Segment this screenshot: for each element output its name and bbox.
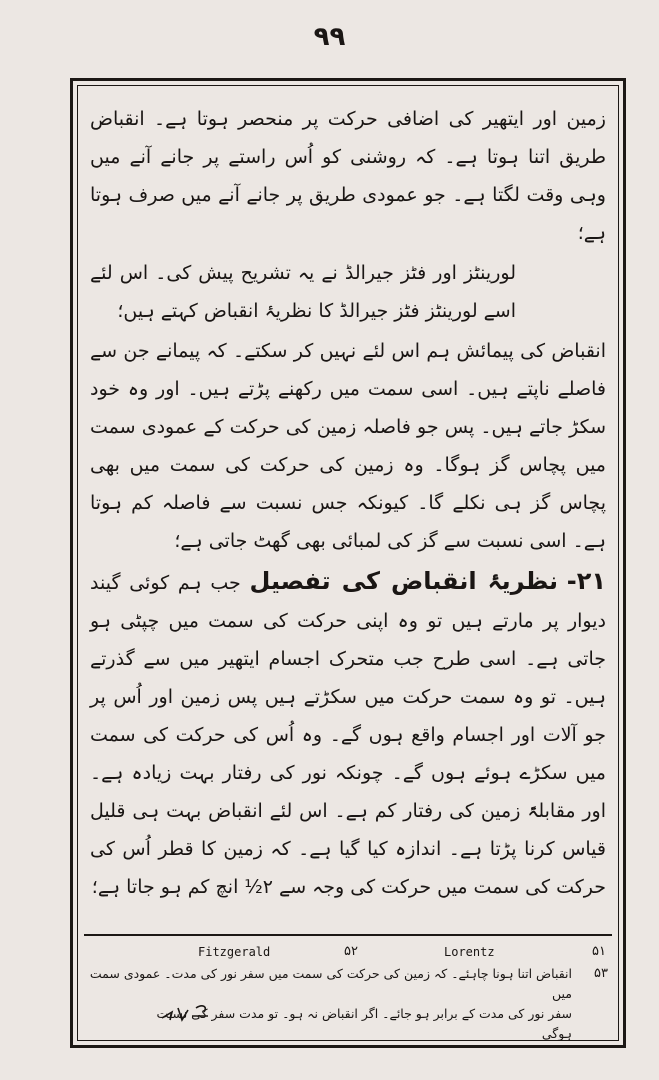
footnote-line-1: انقباض اتنا ہونا چاہئے۔ کہ زمین کی حرکت کی سمت میں سفر نور کی مدت۔ عمودی سمت میں xyxy=(89,966,572,1001)
paragraph-3: انقباض کی پیمائش ہم اس لئے نہیں کر سکتے۔ کہ پیمانے جن سے فاصلے ناپتے ہیں۔ اسی سمت میں رکھنے پڑتے ہیں۔ اور وہ خود سکڑ جاتے ہیں۔ پس جو فاصلہ زمین کی حرکت کے عمودی سمت میں پچاس گز ہوگا۔ وہ زمین کی حرکت کی سمت میں بھی پچاس گز ہی نکلے گا۔ کیونکہ جس نسبت سے فاصلہ کم ہوتا ہے۔ اسی نسبت سے گز کی لمبائی بھی گھٹ جاتی ہے؛ xyxy=(90,340,606,552)
footnote-lorentz: Lorentz xyxy=(444,945,495,959)
section-21 xyxy=(90,562,606,906)
page-border xyxy=(70,78,626,1048)
section-number: ۲۱- xyxy=(566,567,606,595)
paragraph-1: زمین اور ایتھیر کی اضافی حرکت پر منحصر ہوتا ہے۔ انقباض طریق اتنا ہوتا ہے۔ کہ روشنی کو اُس راستے پر جانے آنے میں وہی وقت لگتا ہے۔ جو عمودی طریق پر جانے آنے میں صرف ہوتا ہے؛ xyxy=(90,108,606,244)
paragraph-2: لورینٹز اور فٹز جیرالڈ نے یہ تشریح پیش کی۔ اس لئے اسے لورینٹز فٹز جیرالڈ کا نظریۂ انقباض کہتے ہیں؛ xyxy=(90,262,516,322)
inner-border xyxy=(77,85,619,1041)
footnote-mark-51: ۵۱ xyxy=(592,944,606,959)
footnotes xyxy=(86,942,610,1041)
footnote-mark-52: ۵۲ xyxy=(344,944,358,959)
body-text xyxy=(90,100,606,920)
page-number: ۹۹ xyxy=(313,22,346,52)
footnote-mark-53: ۵۳ xyxy=(594,966,608,981)
footnote-names-row xyxy=(86,942,610,964)
footnote-line-3: ہوگی xyxy=(541,1026,572,1041)
footnote-line-2: سفر نور کی مدت کے برابر ہو جائے۔ اگر انقباض نہ ہو۔ تو مدت سفر کی نسبت xyxy=(156,1006,572,1021)
footnote-fitzgerald: Fitzgerald xyxy=(198,945,271,959)
section-text: جب ہم کوئی گیند دیوار پر مارتے ہیں تو وہ اپنی حرکت کی سمت میں چپٹی ہو جاتی ہے۔ اسی طرح جب متحرک اجسام ایتھیر میں سے گذرتے ہیں۔ تو وہ سمت حرکت میں سکڑتے ہیں پس زمین اور اُس پر جو آلات اور اجسام واقع ہوں گے۔ وہ اُس کی حرکت کی سمت میں سکڑے ہوئے ہوں گے۔ چونکہ نور کی رفتار بہت زیادہ ہے۔ اور مقابلۃً زمین کی رفتار کم ہے۔ اس لئے انقباض بہت ہی قلیل قیاس کرنا پڑتا ہے۔ اندازہ کیا گیا ہے۔ کہ زمین کا قطر اُس کی حرکت کی سمت میں حرکت کی وجہ سے ۲½ انچ کم ہو جاتا ہے؛ xyxy=(90,572,606,898)
fraction-formula-scribble xyxy=(158,1002,218,1026)
section-heading: نظریۂ انقباض کی تفصیل xyxy=(249,567,558,595)
footnote-divider xyxy=(84,934,612,936)
